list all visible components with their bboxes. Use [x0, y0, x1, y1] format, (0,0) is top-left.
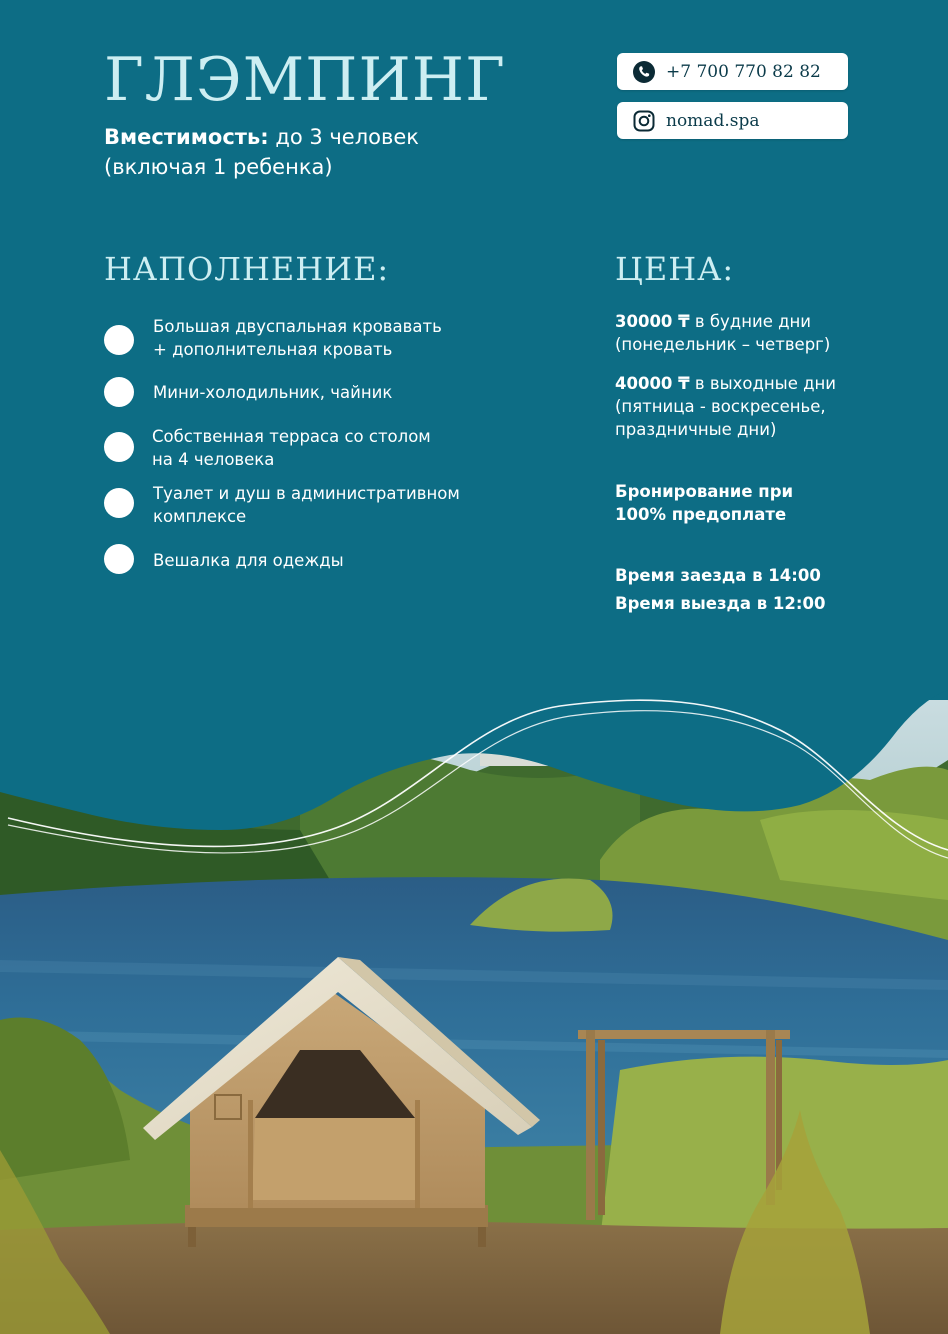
capacity-info — [104, 122, 544, 182]
bullet-icon — [104, 544, 134, 574]
instagram-contact[interactable] — [617, 102, 848, 139]
amenities-heading: НАПОЛНЕНИЕ: — [104, 250, 390, 288]
price-heading: ЦЕНА: — [615, 250, 735, 288]
booking-terms: Бронирование при 100% предоплате — [615, 482, 794, 524]
capacity-label: Вместимость: — [104, 125, 269, 149]
instagram-handle: nomad.spa — [666, 110, 760, 131]
list-item: Собственная терраса со столом на 4 человека — [104, 425, 431, 471]
list-item: Мини-холодильник, чайник — [104, 381, 392, 404]
bullet-icon — [104, 432, 134, 462]
list-item: Туалет и душ в административном комплексе — [104, 482, 460, 528]
checkin-time: Время заезда в 14:00 — [615, 566, 821, 585]
instagram-icon — [632, 109, 656, 133]
capacity-note: (включая 1 ребенка) — [104, 155, 333, 179]
list-item: Большая двуспальная кровавать + дополнительная кровать — [104, 315, 442, 361]
list-item: Вешалка для одежды — [104, 549, 344, 572]
bullet-icon — [104, 325, 134, 355]
page-title: ГЛЭМПИНГ — [104, 45, 506, 115]
phone-number: +7 700 770 82 82 — [666, 61, 821, 82]
phone-icon — [632, 60, 656, 84]
weekday-price: 30000 ₸ в будние дни (понедельник – четверг) — [615, 312, 831, 354]
phone-contact[interactable] — [617, 53, 848, 90]
capacity-value: до 3 человек — [268, 125, 419, 149]
weekend-price: 40000 ₸ в выходные дни (пятница - воскресенье, праздничные дни) — [615, 374, 837, 439]
bullet-icon — [104, 488, 134, 518]
bullet-icon — [104, 377, 134, 407]
checkout-time: Время выезда в 12:00 — [615, 594, 826, 613]
